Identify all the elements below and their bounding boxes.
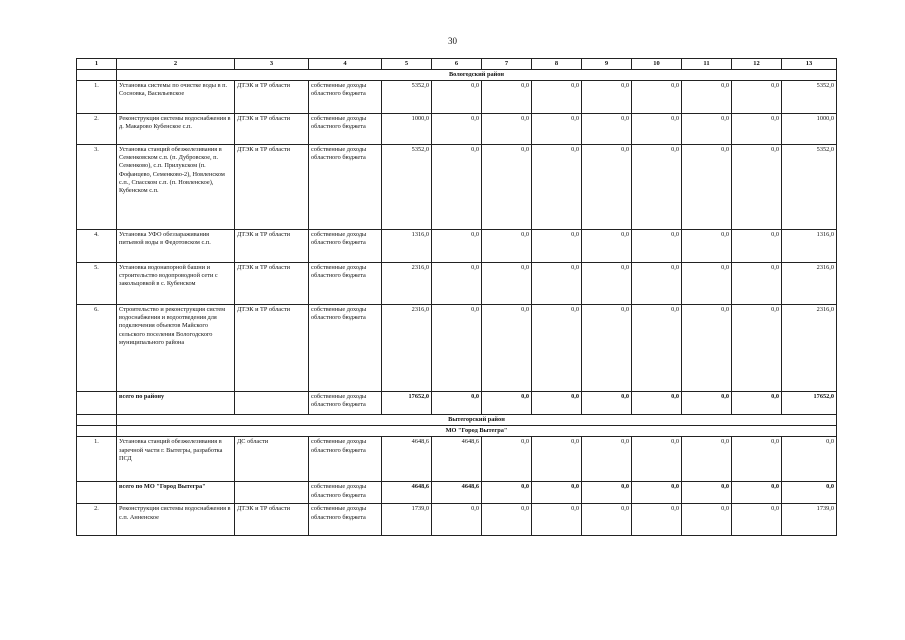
amount-cell: 0,0 [632,230,682,263]
measure-name: Установка УФО обеззараживания питьевой воды в Федотовском с.п. [117,230,235,263]
total-row-vologda [77,392,837,415]
amount-cell: 0,0 [632,392,682,415]
amount-cell: 0,0 [532,504,582,536]
measure-name: Установка станций обезжелезивания в заречной части г. Вытегры, разработка ПСД [117,437,235,482]
table-row [77,230,837,263]
blank-cell [77,426,117,437]
row-number: 4. [77,230,117,263]
table-row [77,305,837,392]
blank-cell [77,482,117,504]
amount-cell: 0,0 [482,81,532,114]
amount-cell: 0,0 [682,392,732,415]
funding-source: собственные доходы областного бюджета [309,114,382,145]
amount-cell: 0,0 [482,437,532,482]
amount-cell: 0,0 [732,482,782,504]
amount-cell: 2316,0 [382,263,432,305]
blank-cell [235,392,309,415]
amount-cell: 0,0 [582,263,632,305]
funding-source: собственные доходы областного бюджета [309,305,382,392]
amount-cell: 1000,0 [382,114,432,145]
amount-cell: 0,0 [632,114,682,145]
table-row [77,437,837,482]
amount-cell: 0,0 [732,81,782,114]
measure-name: Установка станций обезжелезивания в Семенковском с.п. (п. Дубровское, п. Семенково), с.п. Прилукском (п. Фофанцево, Семенково-2), Новленском с.п., Спасском с.п. (п. Новленское), Кубенском с.п. [117,145,235,230]
amount-cell: 4648,6 [432,437,482,482]
amount-cell: 0,0 [432,145,482,230]
column-header: 3 [235,59,309,70]
funding-source: собственные доходы областного бюджета [309,392,382,415]
amount-cell: 0,0 [482,114,532,145]
amount-cell: 0,0 [432,263,482,305]
amount-cell: 0,0 [482,263,532,305]
funding-source: собственные доходы областного бюджета [309,504,382,536]
funding-source: собственные доходы областного бюджета [309,145,382,230]
amount-cell: 0,0 [532,230,582,263]
amount-cell: 0,0 [682,81,732,114]
table-row [77,81,837,114]
row-number: 6. [77,305,117,392]
amount-cell: 0,0 [732,145,782,230]
amount-cell: 0,0 [632,263,682,305]
measure-name: Реконструкция системы водоснабжения в д. Макарово Кубенское с.п. [117,114,235,145]
amount-cell: 0,0 [532,145,582,230]
amount-cell: 0,0 [632,437,682,482]
amount-cell: 5352,0 [782,145,837,230]
amount-cell: 1739,0 [782,504,837,536]
funding-source: собственные доходы областного бюджета [309,263,382,305]
amount-cell: 2316,0 [782,305,837,392]
amount-cell: 1316,0 [782,230,837,263]
executor: ДТЭК и ТР области [235,145,309,230]
amount-cell: 0,0 [682,114,732,145]
section-title: Вологодский район [117,70,837,81]
section-vytegra-district [77,415,837,426]
amount-cell: 0,0 [582,81,632,114]
row-number: 5. [77,263,117,305]
page-number: 30 [448,36,457,46]
blank-cell [235,482,309,504]
section-vytegra-mo [77,426,837,437]
amount-cell: 0,0 [432,81,482,114]
section-title: Вытегорский район [117,415,837,426]
amount-cell: 0,0 [532,263,582,305]
amount-cell: 0,0 [532,305,582,392]
table-row [77,114,837,145]
column-header: 12 [732,59,782,70]
funding-source: собственные доходы областного бюджета [309,230,382,263]
amount-cell: 0,0 [632,504,682,536]
measure-name: Установка водонапорной башни и строительство водопроводной сети с закольцовкой в с. Кубенском [117,263,235,305]
amount-cell: 0,0 [632,145,682,230]
funding-source: собственные доходы областного бюджета [309,482,382,504]
amount-cell: 0,0 [582,114,632,145]
column-header: 1 [77,59,117,70]
amount-cell: 0,0 [482,230,532,263]
total-label: всего по МО "Город Вытегра" [117,482,235,504]
executor: ДТЭК и ТР области [235,114,309,145]
amount-cell: 2316,0 [782,263,837,305]
amount-cell: 0,0 [432,504,482,536]
amount-cell: 0,0 [582,305,632,392]
amount-cell: 0,0 [682,263,732,305]
amount-cell: 0,0 [482,482,532,504]
funding-source: собственные доходы областного бюджета [309,437,382,482]
amount-cell: 0,0 [482,145,532,230]
measure-name: Реконструкция системы водоснабжения в с.п. Анненское [117,504,235,536]
funding-source: собственные доходы областного бюджета [309,81,382,114]
amount-cell: 0,0 [582,392,632,415]
amount-cell: 0,0 [482,392,532,415]
amount-cell: 2316,0 [382,305,432,392]
amount-cell: 0,0 [432,392,482,415]
column-header: 7 [482,59,532,70]
column-header: 6 [432,59,482,70]
amount-cell: 0,0 [732,263,782,305]
amount-cell: 0,0 [732,504,782,536]
budget-table [76,58,837,536]
total-label: всего по району [117,392,235,415]
blank-cell [77,70,117,81]
amount-cell: 0,0 [582,437,632,482]
amount-cell: 4648,6 [382,482,432,504]
amount-cell: 0,0 [682,145,732,230]
column-header: 8 [532,59,582,70]
measure-name: Строительство и реконструкция систем водоснабжения и водоотведения для подключения объектов Майского сельского поселения Вологодского муниципального района [117,305,235,392]
header-row [77,59,837,70]
table-row [77,263,837,305]
amount-cell: 1739,0 [382,504,432,536]
amount-cell: 0,0 [582,230,632,263]
measure-name: Установка системы по очистке воды в п. Сосновка, Васильевское [117,81,235,114]
amount-cell: 0,0 [732,230,782,263]
amount-cell: 0,0 [582,482,632,504]
section-vologda-district [77,70,837,81]
amount-cell: 0,0 [532,81,582,114]
amount-cell: 0,0 [482,305,532,392]
section-title: МО "Город Вытегра" [117,426,837,437]
blank-cell [77,415,117,426]
amount-cell: 4648,6 [432,482,482,504]
row-number: 3. [77,145,117,230]
amount-cell: 0,0 [632,305,682,392]
executor: ДТЭК и ТР области [235,263,309,305]
amount-cell: 1316,0 [382,230,432,263]
executor: ДТЭК и ТР области [235,305,309,392]
amount-cell: 0,0 [732,114,782,145]
amount-cell: 0,0 [432,230,482,263]
amount-cell: 17652,0 [782,392,837,415]
column-header: 10 [632,59,682,70]
executor: ДТЭК и ТР области [235,230,309,263]
amount-cell: 0,0 [532,482,582,504]
amount-cell: 0,0 [432,114,482,145]
column-header: 11 [682,59,732,70]
amount-cell: 0,0 [732,437,782,482]
amount-cell: 1000,0 [782,114,837,145]
amount-cell: 0,0 [582,504,632,536]
amount-cell: 0,0 [632,482,682,504]
total-row-vytegra-mo [77,482,837,504]
table-row [77,504,837,536]
column-header: 5 [382,59,432,70]
amount-cell: 0,0 [682,504,732,536]
executor: ДС области [235,437,309,482]
row-number: 1. [77,437,117,482]
amount-cell: 0,0 [782,482,837,504]
blank-cell [77,392,117,415]
amount-cell: 0,0 [732,392,782,415]
column-header: 4 [309,59,382,70]
row-number: 1. [77,81,117,114]
executor: ДТЭК и ТР области [235,81,309,114]
amount-cell: 5352,0 [782,81,837,114]
amount-cell: 0,0 [532,114,582,145]
column-header: 2 [117,59,235,70]
amount-cell: 0,0 [732,305,782,392]
amount-cell: 0,0 [682,305,732,392]
amount-cell: 5352,0 [382,81,432,114]
column-header: 13 [782,59,837,70]
row-number: 2. [77,114,117,145]
amount-cell: 0,0 [532,392,582,415]
amount-cell: 5352,0 [382,145,432,230]
amount-cell: 0,0 [582,145,632,230]
amount-cell: 0,0 [482,504,532,536]
amount-cell: 0,0 [782,437,837,482]
amount-cell: 0,0 [682,482,732,504]
column-header: 9 [582,59,632,70]
amount-cell: 0,0 [632,81,682,114]
amount-cell: 0,0 [682,230,732,263]
amount-cell: 0,0 [682,437,732,482]
executor: ДТЭК и ТР области [235,504,309,536]
amount-cell: 0,0 [432,305,482,392]
amount-cell: 0,0 [532,437,582,482]
amount-cell: 4648,6 [382,437,432,482]
table-row [77,145,837,230]
row-number: 2. [77,504,117,536]
amount-cell: 17652,0 [382,392,432,415]
